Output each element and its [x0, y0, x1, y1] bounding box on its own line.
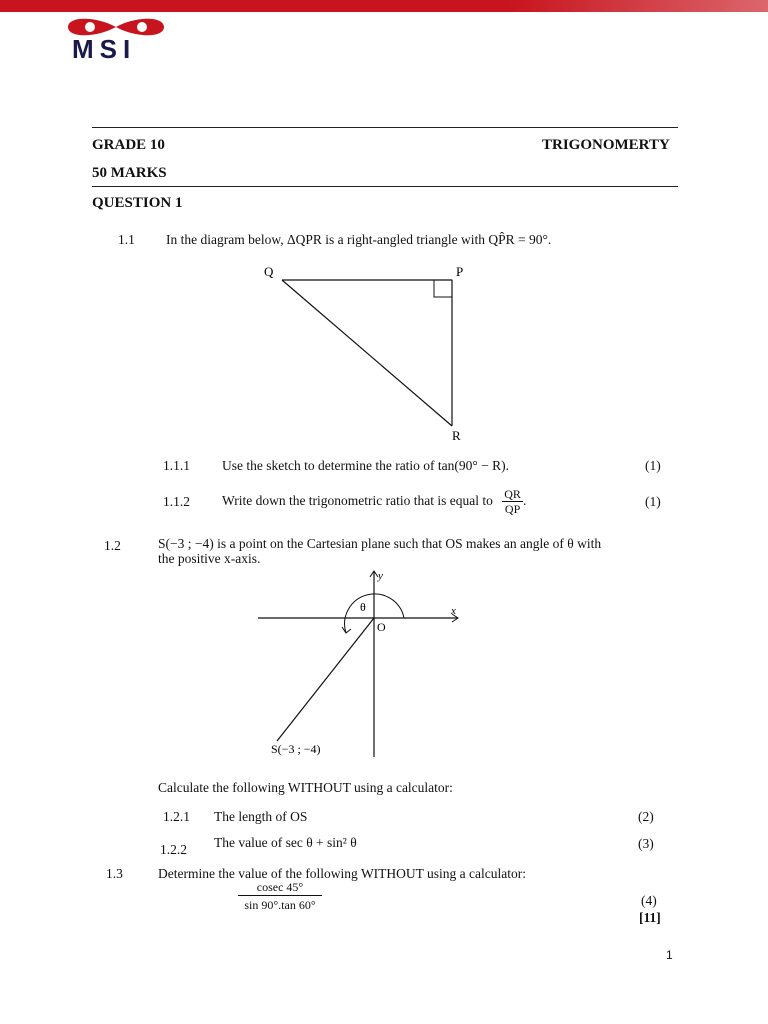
triangle-diagram [250, 258, 480, 448]
q1-2-2-marks: (3) [638, 836, 654, 851]
q1-1-text: In the diagram below, ΔQPR is a right-angled triangle with QP̂R = 90°. [166, 232, 552, 247]
q1-3-frac-den: sin 90°.tan 60° [244, 898, 316, 912]
q1-1-2-fraction [502, 487, 523, 516]
q1-3-text: Determine the value of the following WITHOUT using a calculator: [158, 866, 527, 881]
logo-text: MSI [72, 34, 137, 64]
q1-2-text-line1: S(−3 ; −4) is a point on the Cartesian plane such that OS makes an angle of θ with [158, 536, 602, 551]
q1-1-1-text: Use the sketch to determine the ratio of tan(90° − R). [222, 458, 510, 473]
q1-2-2-number: 1.2.2 [160, 842, 187, 857]
q1-1-2-frac-num: QR [504, 487, 521, 502]
header-top-rule [92, 127, 678, 128]
q1-2-1-number: 1.2.1 [163, 809, 190, 824]
q1-1-1-number: 1.1.1 [163, 458, 190, 473]
msi-logo [56, 14, 206, 64]
q1-2-1-marks: (2) [638, 809, 654, 824]
page-number: 1 [666, 948, 673, 962]
q1-3-number: 1.3 [106, 866, 123, 881]
q1-2-number: 1.2 [104, 538, 121, 553]
q1-1-2-text-main: Write down the trigonometric ratio that is equal to [222, 493, 493, 508]
cartesian-diagram [250, 565, 490, 765]
q1-2-calc-instruction: Calculate the following WITHOUT using a calculator: [158, 780, 453, 795]
q1-2-1-text: The length of OS [214, 809, 308, 824]
q1-1-2-tail: . [522, 493, 527, 508]
q1-2-2-text: The value of sec θ + sin² θ [214, 835, 357, 850]
origin-label: O [377, 620, 386, 634]
y-axis-label: y [378, 570, 383, 582]
header-bar-fade [508, 0, 768, 12]
q1-3-marks: (4) [641, 893, 657, 908]
theta-label: θ [360, 600, 366, 614]
q1-1-2-frac-den: QP [504, 502, 521, 517]
q1-1-2-text [222, 486, 526, 516]
q1-1-2-number: 1.1.2 [163, 494, 190, 509]
q1-3-frac-num: cosec 45° [256, 880, 304, 894]
marks-label: 50 MARKS [92, 165, 167, 181]
q1-3-frac-line [238, 895, 322, 896]
q1-1-2-marks: (1) [645, 494, 661, 509]
subject-label: TRIGONOMERTY [542, 137, 670, 153]
point-s-label: S(−3 ; −4) [271, 742, 321, 756]
question-title: QUESTION 1 [92, 195, 183, 211]
header-bottom-rule [92, 186, 678, 187]
vertex-p-label: P [456, 264, 464, 279]
grade-label: GRADE 10 [92, 137, 165, 153]
vertex-q-label: Q [264, 264, 274, 279]
q1-2-text-line2: the positive x-axis. [158, 551, 261, 566]
q1-1-1-marks: (1) [645, 458, 661, 473]
q1-1-number: 1.1 [118, 232, 135, 247]
x-axis-label: x [451, 605, 456, 617]
question-total: [11] [639, 910, 661, 925]
vertex-r-label: R [452, 428, 461, 443]
